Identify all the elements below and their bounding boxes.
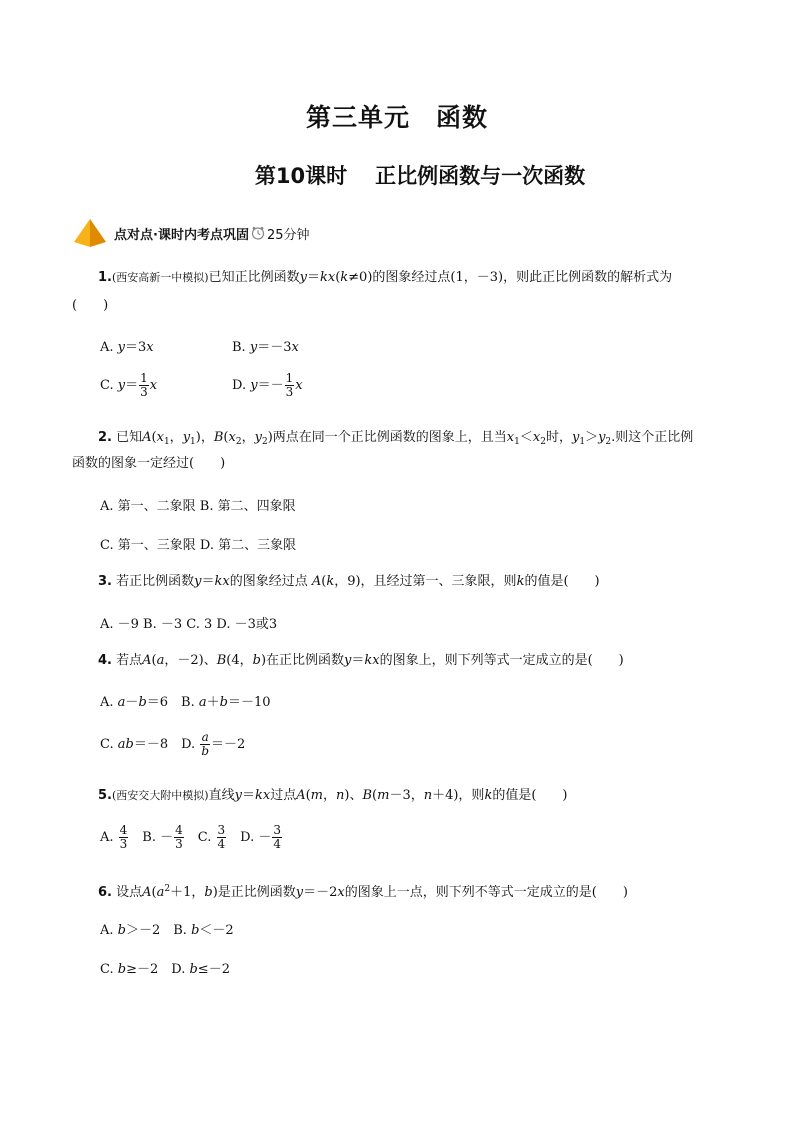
q1-source: (西安高新一中模拟) xyxy=(111,271,209,284)
section-header xyxy=(72,216,310,250)
q1-option-c: C. y＝ $\frac{1}{3}$ x xyxy=(100,371,158,399)
q1-answer-paren: ( ) xyxy=(72,298,109,313)
q2-cont: 函数的图象一定经过( ) xyxy=(72,456,226,471)
q2-options-cd: C. 第一、三象限 D. 第二、三象限 xyxy=(100,538,297,553)
q1-option-a: A. y＝3x xyxy=(100,340,154,355)
q2-options-ab: A. 第一、二象限 B. 第二、四象限 xyxy=(100,499,296,514)
question-6: 6. 设点$A(a^2+1$，b)是正比例函数y＝－2x的图象上一点，则下列不等式一定成立的是( ) xyxy=(98,884,628,900)
unit-title: 第三单元 函数 xyxy=(305,103,488,132)
q2-number: 2. xyxy=(98,430,112,445)
q6-number: 6. xyxy=(98,885,112,900)
question-1: 1.(西安高新一中模拟)已知正比例函数y＝kx(k≠0)的图象经过点(1，－3)，则此正比例函数的解析式为 xyxy=(98,270,673,285)
section-time: 25分钟 xyxy=(266,227,310,243)
question-5: 5.(西安交大附中模拟)直线y＝kx过点A(m，n)、B(m－3，n＋4)，则k的值是( ) xyxy=(98,788,568,803)
lesson-number: 第10课时 xyxy=(254,164,348,188)
q6-options-cd: C. b≥－2 D. b≤－2 xyxy=(100,962,230,977)
q4-options-ab: A. a－b＝6 B. a＋b＝－10 xyxy=(100,695,271,710)
section-label: 点对点·课时内考点巩固 xyxy=(114,227,249,243)
q1-number: 1. xyxy=(98,270,112,285)
lesson-title xyxy=(0,160,794,190)
q3-options: A. －9 B. －3 C. 3 D. －3或3 xyxy=(100,617,278,632)
pyramid-icon xyxy=(72,218,108,248)
q1-option-b: B. y＝－3x xyxy=(232,340,299,355)
question-4: 4. 若点A(a，－2)、B(4，b)在正比例函数y＝kx的图象上，则下列等式一定成立的是( ) xyxy=(98,653,624,668)
q4-options-cd: C. ab＝－8 D. $\frac{a}{b}$ ＝－2 xyxy=(100,730,246,758)
question-2: 2. 已知$A(x_1$，$y_1$)，$B(x_2$，$y_2$)两点在同一个正比例函数的图象上，且当$x_1<x_2$时，$y_1>y_2$.则这个正比例 xyxy=(98,430,694,447)
question-3: 3. 若正比例函数y＝kx的图象经过点 A(k，9)，且经过第一、三象限，则k的值是( ) xyxy=(98,574,600,589)
lesson-name: 正比例函数与一次函数 xyxy=(375,164,586,188)
q5-options: A. $\frac{4}{3}$ B. － $\frac{4}{3}$ C. $\frac{3}{4}$ D. － $\frac{3}{4}$ xyxy=(100,823,282,851)
q5-number: 5. xyxy=(98,788,112,803)
q6-options-ab: A. b＞－2 B. b＜－2 xyxy=(100,923,234,938)
q1-option-d: D. y＝－ $\frac{1}{3}$ x xyxy=(232,371,303,399)
clock-icon xyxy=(251,226,265,240)
q4-number: 4. xyxy=(98,653,112,668)
q5-source: (西安交大附中模拟) xyxy=(111,789,209,802)
q3-number: 3. xyxy=(98,574,112,589)
